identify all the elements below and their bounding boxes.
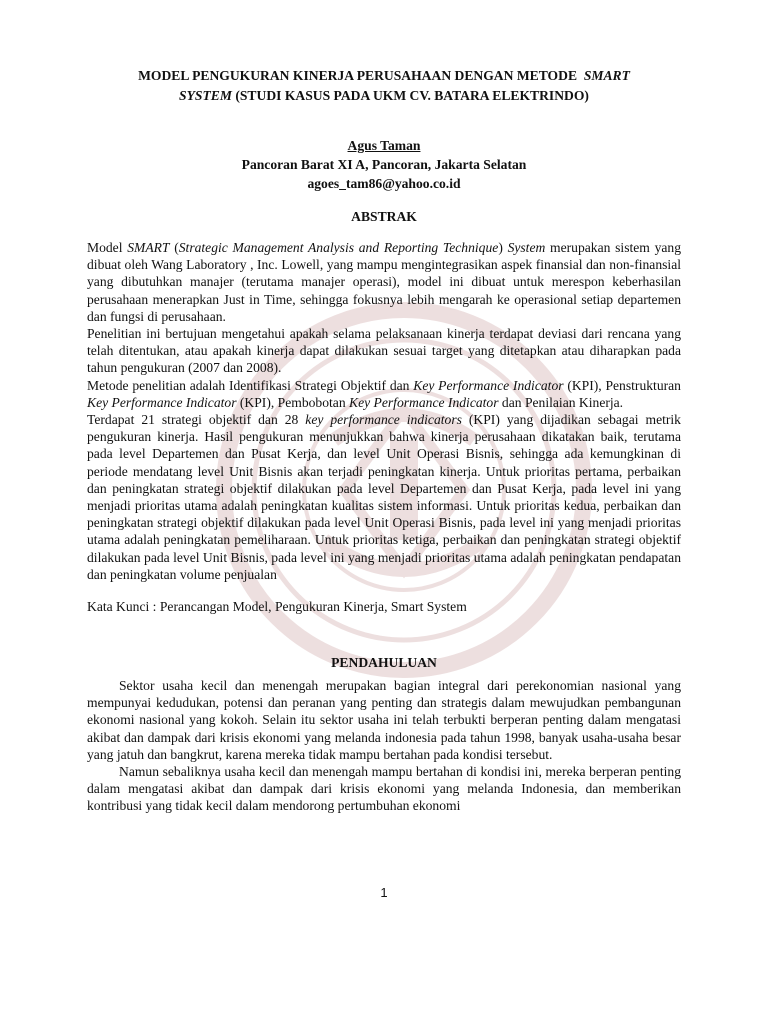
author-block — [87, 136, 681, 193]
abstract-paragraph-2: Penelitian ini bertujuan mengetahui apakah selama pelaksanaan kinerja terdapat deviasi dari rencana yang telah ditentukan, atau apakah kinerja dapat dilakukan sesuai target yang ditetapkan atau diharapkan pada tahun pengukuran (2007 dan 2008). — [87, 326, 681, 376]
paper-content — [87, 66, 681, 815]
abstract-heading: ABSTRAK — [351, 209, 417, 224]
author-email: agoes_tam86@yahoo.co.id — [307, 176, 461, 191]
abstract-paragraph-3: Metode penelitian adalah Identifikasi Strategi Objektif dan Key Performance Indicator (KPI), Penstrukturan Key Performance Indicator (KPI), Pembobotan Key Performance Indicator dan Penilaian Kinerja. — [87, 377, 681, 410]
title-line-2: SYSTEM (STUDI KASUS PADA UKM CV. BATARA ELEKTRINDO) — [179, 88, 589, 103]
keywords: Kata Kunci : Perancangan Model, Pengukuran Kinerja, Smart System — [87, 599, 467, 615]
introduction-paragraph-2: Namun sebaliknya usaha kecil dan menengah mampu bertahan di kondisi ini, mereka berperan penting dalam mengatasi akibat dan dampak dari krisis ekonomi yang melanda Indonesia, dan memberikan kontribusi yang tidak kecil dalam mendorong pertumbuhan ekonomi — [87, 764, 681, 814]
author-address: Pancoran Barat XI A, Pancoran, Jakarta Selatan — [241, 157, 527, 172]
paper-title — [87, 66, 681, 106]
author-name: Agus Taman — [347, 138, 421, 153]
abstract-paragraph-1: Model SMART (Strategic Management Analysis and Reporting Technique) System merupakan sistem yang dibuat oleh Wang Laboratory , Inc. Lowell, yang mampu mengintegrasikan aspek finansial dan non-finansial yang dibutuhkan manajer (terutama manajer operasi), model ini dibuat untuk merespon keberhasilan perusahaan menerapkan Just in Time, sehingga fokusnya lebih mengarah ke operasional setiap departemen dan fungsi di perusahaan. — [87, 240, 681, 324]
title-line-1: MODEL PENGUKURAN KINERJA PERUSAHAAN DENGAN METODE SMART — [138, 68, 630, 83]
introduction-heading: PENDAHULUAN — [331, 655, 437, 671]
page-number: 1 — [380, 885, 388, 900]
abstract-paragraph-4: Terdapat 21 strategi objektif dan 28 key performance indicators (KPI) yang dijadikan sebagai metrik pengukuran kinerja. Hasil pengukuran menunjukkan bahwa kinerja perusahaan dikatakan baik, terutama pada level Departemen dan Pusat Kerja, dan level Unit Operasi Bisnis, sehingga ada kemungkinan di periode mendatang level Unit Bisnis akan terjadi peningkatan kinerja. Untuk prioritas pertama, perbaikan dan peningkatan strategi objektif dilakukan pada level Departemen dan Pusat Kerja, pada level ini yang menjadi prioritas utama adalah peningkatan kualitas sistem informasi. Untuk prioritas kedua, perbaikan dan peningkatan strategi objektif dilakukan pada level Unit Operasi Bisnis, pada level ini yang menjadi prioritas utama adalah peningkatan pemeliharaan. Untuk prioritas ketiga, perbaikan dan peningkatan strategi objektif dilakukan pada level Unit Bisnis, pada level ini yang menjadi prioritas utama adalah peningkatan pendapatan dan peningkatan volume penjualan — [87, 412, 681, 582]
introduction-paragraph-1: Sektor usaha kecil dan menengah merupakan bagian integral dari perekonomian nasional yang mempunyai kedudukan, potensi dan peranan yang penting dan strategis dalam mewujudkan pembangunan ekonomi nasional yang kokoh. Selain itu sektor usaha ini telah terbukti berperan penting dalam mengatasi akibat dan dampak dari krisis ekonomi yang melanda indonesia pada tahun 1998, banyak usaha-usaha besar yang jatuh dan bangkrut, karena mereka tidak mampu bertahan pada kondisi tersebut. — [87, 678, 681, 762]
